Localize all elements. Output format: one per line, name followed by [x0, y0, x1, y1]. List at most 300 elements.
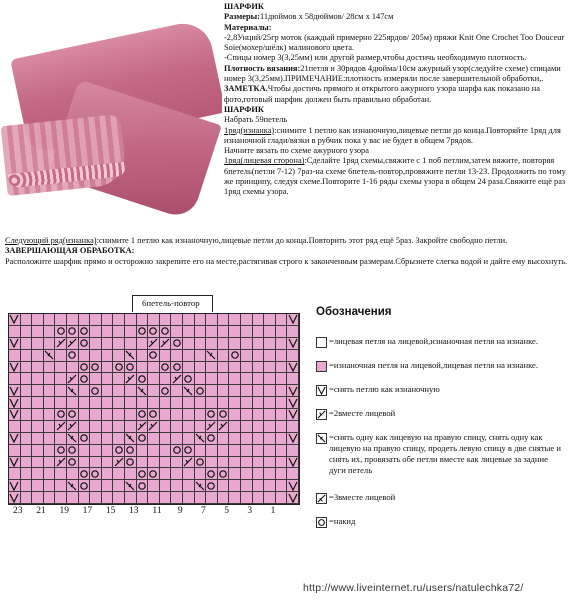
chart-cell	[218, 445, 230, 457]
start-chart-line: Начните вязать по схеме ажурного узора	[224, 146, 369, 156]
chart-cell	[9, 385, 21, 397]
chart-cell	[44, 350, 56, 362]
chart-cell	[195, 468, 207, 480]
chart-cell	[287, 421, 299, 433]
finishing-text: Расположите шарфик прямо и осторожно закрепите его на месте,растягивая строго к законченным размерам.Сбрызнете слегка водой и дайте ему высохнуть.	[5, 256, 568, 266]
chart-cell	[241, 409, 253, 421]
chart-cell	[9, 492, 21, 504]
chart-cell	[102, 373, 114, 385]
chart-cell	[79, 338, 91, 350]
chart-cell	[102, 421, 114, 433]
chart-cell	[55, 362, 67, 374]
chart-cell	[90, 314, 102, 326]
chart-cell	[160, 433, 172, 445]
stitch-numbers	[8, 506, 300, 518]
legend-item-k3tog: =3вместе лицевой	[316, 492, 395, 504]
chart-cell	[241, 457, 253, 469]
chart-cell	[264, 421, 276, 433]
chart-cell	[195, 385, 207, 397]
chart-cell	[206, 314, 218, 326]
chart-cell	[171, 409, 183, 421]
chart-cell	[264, 314, 276, 326]
chart-cell	[276, 433, 288, 445]
knit-icon	[316, 337, 327, 348]
chart-cell	[90, 433, 102, 445]
chart-cell	[171, 350, 183, 362]
chart-cell	[206, 492, 218, 504]
chart-cell	[229, 326, 241, 338]
chart-cell	[241, 480, 253, 492]
chart-cell	[206, 457, 218, 469]
chart-cell	[229, 433, 241, 445]
chart-cell	[218, 362, 230, 374]
chart-cell	[44, 397, 56, 409]
chart-cell	[183, 314, 195, 326]
chart-cell	[148, 397, 160, 409]
chart-cell	[195, 445, 207, 457]
chart-cell	[32, 421, 44, 433]
chart-cell	[183, 385, 195, 397]
chart-cell	[137, 433, 149, 445]
chart-cell	[160, 492, 172, 504]
chart-cell	[264, 362, 276, 374]
chart-cell	[67, 445, 79, 457]
cast-on-line: Набрать 59петель	[224, 115, 288, 125]
note-line: ЗАМЕТКА.Чтобы достичь прямого и открытого ажурного узора шарфа как показано на фото,готовый шарфик должен быть правильно обработан.	[224, 84, 540, 104]
chart-cell	[137, 385, 149, 397]
chart-cell	[218, 433, 230, 445]
chart-cell	[113, 397, 125, 409]
chart-cell	[276, 468, 288, 480]
chart-cell	[32, 492, 44, 504]
chart-cell	[90, 326, 102, 338]
chart-cell	[171, 314, 183, 326]
chart-cell	[160, 362, 172, 374]
chart-cell	[32, 457, 44, 469]
chart-cell	[113, 445, 125, 457]
chart-cell	[253, 373, 265, 385]
chart-cell	[9, 433, 21, 445]
chart-cell	[102, 314, 114, 326]
chart-cell	[9, 326, 21, 338]
chart-cell	[44, 373, 56, 385]
chart-cell	[148, 326, 160, 338]
chart-cell	[195, 433, 207, 445]
chart-cell	[79, 362, 91, 374]
chart-cell	[9, 362, 21, 374]
chart-cell	[206, 468, 218, 480]
lace-chart	[8, 313, 300, 505]
chart-cell	[148, 350, 160, 362]
chart-cell	[160, 338, 172, 350]
chart-cell	[90, 457, 102, 469]
chart-cell	[160, 468, 172, 480]
chart-cell	[160, 385, 172, 397]
legend-item-yo: =накид	[316, 516, 355, 528]
finishing-label: ЗАВЕРШАЮЩАЯ ОБРАБОТКА:	[5, 246, 135, 256]
chart-cell	[32, 445, 44, 457]
chart-cell	[67, 385, 79, 397]
chart-cell	[90, 338, 102, 350]
chart-cell	[148, 468, 160, 480]
chart-cell	[148, 373, 160, 385]
chart-cell	[171, 468, 183, 480]
chart-cell	[55, 492, 67, 504]
chart-cell	[79, 397, 91, 409]
chart-cell	[102, 338, 114, 350]
chart-cell	[206, 409, 218, 421]
stitch-number: 21	[36, 506, 46, 516]
chart-cell	[171, 480, 183, 492]
chart-cell	[113, 421, 125, 433]
legend-title: Обозначения	[316, 306, 392, 318]
chart-cell	[32, 373, 44, 385]
chart-cell	[276, 314, 288, 326]
chart-cell	[229, 373, 241, 385]
chart-cell	[67, 362, 79, 374]
chart-cell	[241, 492, 253, 504]
chart-cell	[241, 373, 253, 385]
chart-cell	[195, 314, 207, 326]
chart-cell	[79, 373, 91, 385]
chart-cell	[21, 362, 33, 374]
chart-cell	[148, 421, 160, 433]
lace-chart-grid	[8, 313, 300, 505]
chart-cell	[55, 457, 67, 469]
chart-cell	[90, 350, 102, 362]
chart-cell	[113, 314, 125, 326]
chart-cell	[102, 480, 114, 492]
chart-cell	[218, 385, 230, 397]
chart-cell	[125, 409, 137, 421]
chart-cell	[44, 492, 56, 504]
chart-cell	[264, 492, 276, 504]
chart-cell	[79, 385, 91, 397]
chart-cell	[229, 421, 241, 433]
chart-cell	[21, 397, 33, 409]
chart-cell	[44, 421, 56, 433]
chart-cell	[9, 350, 21, 362]
chart-cell	[44, 409, 56, 421]
stitch-number: 7	[201, 506, 206, 516]
chart-cell	[21, 314, 33, 326]
chart-cell	[195, 338, 207, 350]
chart-cell	[195, 492, 207, 504]
chart-cell	[253, 350, 265, 362]
chart-cell	[206, 362, 218, 374]
chart-cell	[253, 326, 265, 338]
chart-cell	[287, 338, 299, 350]
k2tog-icon	[316, 409, 327, 420]
chart-cell	[195, 457, 207, 469]
chart-cell	[287, 373, 299, 385]
chart-cell	[21, 326, 33, 338]
stitch-number: 5	[224, 506, 229, 516]
chart-cell	[276, 409, 288, 421]
chart-cell	[21, 373, 33, 385]
chart-cell	[90, 362, 102, 374]
chart-cell	[287, 433, 299, 445]
chart-cell	[9, 314, 21, 326]
chart-cell	[183, 409, 195, 421]
chart-cell	[125, 350, 137, 362]
chart-cell	[79, 457, 91, 469]
chart-cell	[287, 350, 299, 362]
chart-cell	[148, 362, 160, 374]
chart-cell	[137, 457, 149, 469]
chart-cell	[276, 492, 288, 504]
chart-cell	[67, 480, 79, 492]
pattern-title: ШАРФИК	[224, 2, 264, 11]
chart-cell	[137, 468, 149, 480]
chart-cell	[9, 480, 21, 492]
chart-cell	[287, 314, 299, 326]
chart-cell	[79, 350, 91, 362]
chart-cell	[171, 326, 183, 338]
row1-line: 1ряд(изнанка):снимите 1 петлю как изнаночную,лицевые петли до конца.Повторяйте 1ряд для изнаночной глади/вязки в рубчик пока у вас не будет в общем 7рядов.	[224, 125, 561, 145]
chart-cell	[102, 445, 114, 457]
chart-cell	[21, 457, 33, 469]
chart-cell	[241, 397, 253, 409]
chart-cell	[183, 397, 195, 409]
chart-cell	[113, 433, 125, 445]
chart-cell	[229, 409, 241, 421]
chart-cell	[125, 397, 137, 409]
chart-cell	[67, 433, 79, 445]
chart-cell	[241, 314, 253, 326]
chart-cell	[195, 326, 207, 338]
chart-cell	[113, 373, 125, 385]
scarf-photo	[0, 0, 222, 232]
purl-icon	[316, 361, 327, 372]
chart-cell	[229, 338, 241, 350]
chart-cell	[160, 314, 172, 326]
chart-cell	[218, 373, 230, 385]
chart-cell	[276, 338, 288, 350]
chart-cell	[21, 385, 33, 397]
chart-cell	[125, 362, 137, 374]
chart-cell	[160, 350, 172, 362]
pattern-finishing	[5, 236, 573, 267]
chart-cell	[206, 421, 218, 433]
chart-cell	[264, 457, 276, 469]
chart-cell	[21, 409, 33, 421]
chart-cell	[148, 445, 160, 457]
chart-cell	[125, 373, 137, 385]
chart-cell	[9, 468, 21, 480]
chart-cell	[229, 350, 241, 362]
chart-cell	[195, 362, 207, 374]
chart-cell	[21, 350, 33, 362]
chart-cell	[67, 492, 79, 504]
chart-cell	[9, 409, 21, 421]
chart-cell	[21, 480, 33, 492]
chart-cell	[287, 492, 299, 504]
chart-cell	[241, 421, 253, 433]
chart-cell	[44, 457, 56, 469]
chart-cell	[79, 492, 91, 504]
chart-cell	[125, 314, 137, 326]
chart-cell	[218, 326, 230, 338]
chart-cell	[32, 385, 44, 397]
chart-cell	[32, 326, 44, 338]
chart-cell	[79, 468, 91, 480]
chart-cell	[137, 338, 149, 350]
chart-cell	[264, 409, 276, 421]
chart-cell	[218, 457, 230, 469]
legend-item-knit: =лицевая петля на лицевой,изнаночная петля на изнанке.	[316, 336, 538, 348]
chart-cell	[90, 385, 102, 397]
chart-cell	[9, 338, 21, 350]
chart-cell	[206, 338, 218, 350]
chart-cell	[160, 480, 172, 492]
chart-cell	[125, 385, 137, 397]
chart-cell	[67, 326, 79, 338]
chart-cell	[125, 326, 137, 338]
chart-cell	[287, 385, 299, 397]
chart-cell	[79, 445, 91, 457]
chart-cell	[102, 409, 114, 421]
chart-cell	[218, 480, 230, 492]
chart-cell	[113, 350, 125, 362]
chart-cell	[55, 385, 67, 397]
chart-cell	[44, 314, 56, 326]
chart-cell	[32, 314, 44, 326]
materials-label: Материалы:	[224, 22, 272, 32]
chart-cell	[183, 445, 195, 457]
chart-cell	[264, 326, 276, 338]
chart-cell	[206, 373, 218, 385]
chart-cell	[276, 421, 288, 433]
chart-cell	[102, 385, 114, 397]
chart-cell	[171, 457, 183, 469]
chart-cell	[253, 362, 265, 374]
chart-cell	[90, 445, 102, 457]
chart-cell	[32, 409, 44, 421]
chart-cell	[206, 445, 218, 457]
chart-cell	[21, 338, 33, 350]
chart-cell	[67, 409, 79, 421]
chart-cell	[195, 421, 207, 433]
chart-cell	[241, 468, 253, 480]
chart-cell	[125, 421, 137, 433]
chart-cell	[21, 468, 33, 480]
section-subtitle: ШАРФИК	[224, 104, 264, 114]
chart-cell	[90, 397, 102, 409]
chart-cell	[79, 326, 91, 338]
chart-cell	[264, 433, 276, 445]
chart-cell	[183, 468, 195, 480]
chart-cell	[102, 326, 114, 338]
chart-cell	[148, 314, 160, 326]
chart-cell	[44, 362, 56, 374]
chart-cell	[137, 397, 149, 409]
chart-cell	[195, 409, 207, 421]
chart-cell	[253, 385, 265, 397]
sizes-line: Размеры:11дюймов х 58дюймов/ 28см х 147см	[224, 12, 394, 22]
chart-cell	[229, 362, 241, 374]
chart-cell	[264, 373, 276, 385]
chart-cell	[229, 492, 241, 504]
chart-cell	[253, 433, 265, 445]
stitch-number: 1	[270, 506, 276, 516]
repeat-label: 6петель-повтор	[142, 298, 200, 308]
row-rs-line: 1ряд(лицевая сторона):Сделайте 1ряд схемы,свяжите с 1 поб петлим,затем вяжите, повторяя 6петель(петли 7-12) 7раз-на схеме 6петель-повтор,провяжите петли 13-23. Продолжить по тому же принципу, следуя схеме.Повторите 1-16 ряды схемы узора в общем 24 раза.Свяжите ещё раз 1ряд схемы узора.	[224, 156, 566, 197]
chart-cell	[241, 433, 253, 445]
chart-cell	[195, 373, 207, 385]
chart-cell	[206, 385, 218, 397]
chart-cell	[183, 373, 195, 385]
chart-cell	[79, 314, 91, 326]
chart-cell	[102, 468, 114, 480]
chart-cell	[241, 362, 253, 374]
chart-cell	[218, 492, 230, 504]
chart-cell	[287, 445, 299, 457]
legend-item-sk2p: =снять одну как лицевую на правую спицу, снять одну как лицевую на правую спицу, продеть левую спицу в две снятые и снять их, провязать обе петли вместе как лицевые за задние дуги петель	[316, 432, 566, 476]
chart-cell	[44, 326, 56, 338]
chart-cell	[160, 326, 172, 338]
chart-cell	[206, 480, 218, 492]
chart-cell	[148, 433, 160, 445]
chart-cell	[137, 362, 149, 374]
chart-cell	[137, 350, 149, 362]
chart-cell	[90, 492, 102, 504]
chart-cell	[206, 397, 218, 409]
chart-cell	[32, 468, 44, 480]
chart-cell	[125, 468, 137, 480]
chart-cell	[253, 314, 265, 326]
chart-cell	[113, 492, 125, 504]
pattern-description	[224, 2, 574, 198]
chart-cell	[55, 373, 67, 385]
chart-cell	[287, 326, 299, 338]
legend	[316, 306, 574, 526]
chart-cell	[55, 445, 67, 457]
slip-stitch-icon	[316, 385, 327, 396]
chart-cell	[253, 421, 265, 433]
chart-cell	[102, 397, 114, 409]
chart-cell	[276, 362, 288, 374]
chart-cell	[137, 492, 149, 504]
chart-cell	[264, 468, 276, 480]
chart-cell	[55, 338, 67, 350]
chart-cell	[160, 409, 172, 421]
chart-cell	[32, 480, 44, 492]
chart-cell	[148, 338, 160, 350]
chart-cell	[125, 480, 137, 492]
chart-cell	[264, 350, 276, 362]
chart-cell	[218, 421, 230, 433]
chart-cell	[264, 385, 276, 397]
chart-cell	[171, 385, 183, 397]
chart-cell	[137, 421, 149, 433]
chart-cell	[276, 457, 288, 469]
chart-cell	[276, 385, 288, 397]
chart-cell	[79, 409, 91, 421]
chart-cell	[276, 480, 288, 492]
chart-cell	[125, 433, 137, 445]
chart-cell	[137, 445, 149, 457]
chart-cell	[102, 433, 114, 445]
chart-cell	[55, 409, 67, 421]
chart-cell	[218, 314, 230, 326]
stitch-number: 15	[105, 506, 116, 516]
chart-cell	[206, 350, 218, 362]
chart-cell	[113, 338, 125, 350]
chart-cell	[137, 314, 149, 326]
chart-cell	[55, 326, 67, 338]
chart-cell	[241, 445, 253, 457]
